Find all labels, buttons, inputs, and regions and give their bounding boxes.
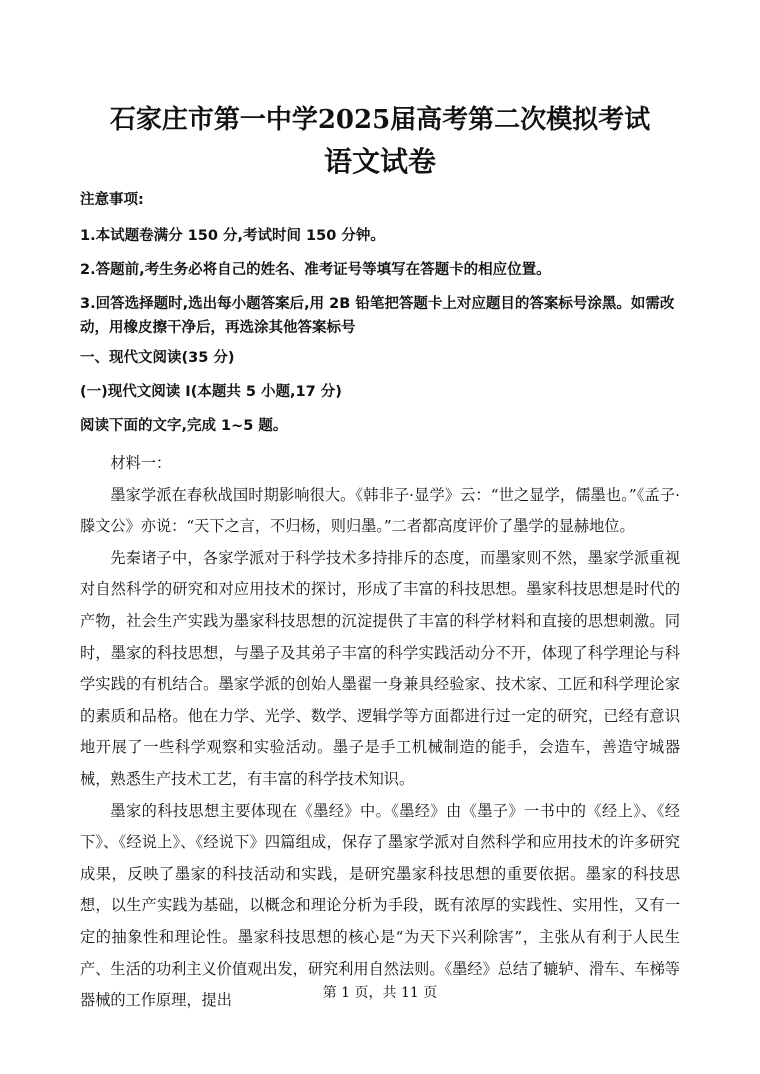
notice-heading: 注意事项: (80, 192, 144, 208)
exam-title: 石家庄市第一中学2025届高考第二次模拟考试 (109, 105, 651, 135)
reading-instruction: 阅读下面的文字,完成 1~5 题。 (80, 418, 288, 434)
reading-passage (80, 448, 680, 1017)
material-label: 材料一： (110, 454, 172, 472)
page-footer: 第 1 页，共 11 页 (322, 985, 438, 1001)
passage-paragraph-3: 墨家的科技思想主要体现在《墨经》中。《墨经》由《墨子》一书中的《经上》、《经下》、《经说上》、《经说下》四篇组成，保存了墨家学派对自然科学和应用技术的许多研究成果，反映了墨家的科技活动和实践，是研究墨家科技思想的重要依据。墨家的科技思想，以生产实践为基础，以概念和理论分析为手段，既有浓厚的实践性、实用性，又有一定的抽象性和理论性。墨家科技思想的核心是“为天下兴利除害”，主张从有利于人民生产、生活的功利主义价值观出发，研究利用自然法则。《墨经》总结了辘轳、滑车、车梯等器械的工作原理，提出 (80, 801, 680, 1010)
subject-title: 语文试卷 (323, 145, 436, 178)
sub-section-title: (一)现代文阅读 I(本题共 5 小题,17 分) (80, 384, 342, 400)
passage-paragraph-1: 墨家学派在春秋战国时期影响很大。《韩非子·显学》云：“世之显学，儒墨也。”《孟子·滕文公》亦说：“天下之言，不归杨，则归墨。”二者都高度评价了墨学的显赫地位。 (80, 485, 680, 536)
notice-item-2: 2.答题前,考生务必将自己的姓名、准考证号等填写在答题卡的相应位置。 (80, 262, 551, 278)
notice-item-1: 1.本试题卷满分 150 分,考试时间 150 分钟。 (80, 228, 385, 244)
passage-paragraph-2: 先秦诸子中，各家学派对于科学技术多持排斥的态度，而墨家则不然，墨家学派重视对自然科学的研究和对应用技术的探讨，形成了丰富的科技思想。墨家科技思想是时代的产物，社会生产实践为墨家科技思想的沉淀提供了丰富的科学材料和直接的思想刺激。同时，墨家的科技思想，与墨子及其弟子丰富的科学实践活动分不开，体现了科学理论与科学实践的有机结合。墨家学派的创始人墨翟一身兼具经验家、技术家、工匠和科学理论家的素质和品格。他在力学、光学、数学、逻辑学等方面都进行过一定的研究，已经有意识地开展了一些科学观察和实验活动。墨子是手工机械制造的能手，会造车，善造守城器械，熟悉生产技术工艺，有丰富的科学技术知识。 (80, 548, 680, 788)
section-title: 一、现代文阅读(35 分) (80, 350, 235, 366)
notice-item-3: 3.回答选择题时,选出每小题答案后,用 2B 铅笔把答题卡上对应题目的答案标号涂黑。如需改动，用橡皮擦干净后，再选涂其他答案标号 (80, 296, 675, 336)
